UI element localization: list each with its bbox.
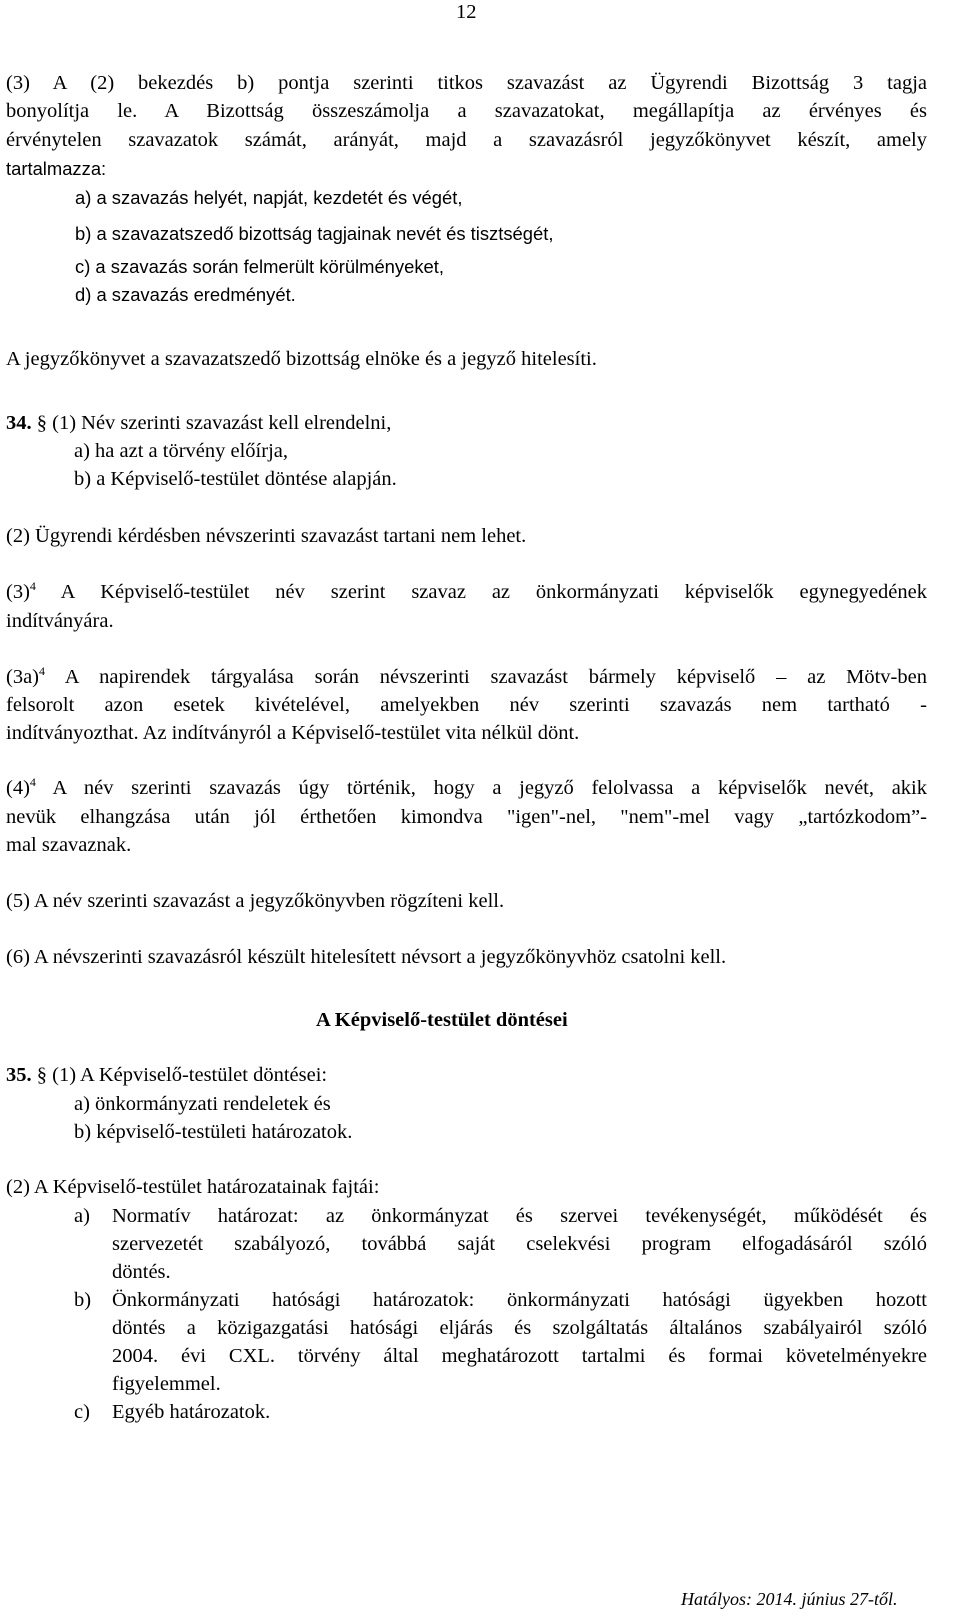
s35-b-line3: 2004. évi CXL. törvény által meghatározott tartalmi és formai követelményekre (112, 1345, 927, 1367)
p3-text: A Képviselő-testület név szerint szavaz az önkormányzati képviselők egynegyedének (35, 581, 927, 603)
s33-p3-line2: bonyolítja le. A Bizottság összeszámolja a szavazatokat, megállapítja az érvényes és (6, 100, 927, 122)
s33-item-a: a) a szavazás helyét, napját, kezdetét és végét, (75, 187, 463, 208)
section-sign-icon: § (36, 1064, 47, 1086)
s35-b-line2: döntés a közigazgatási hatósági eljárás és szolgáltatás általános szabályairól szóló (112, 1317, 927, 1339)
s34-p4-line3: mal szavaznak. (6, 834, 132, 856)
s33-item-d: d) a szavazás eredményét. (75, 284, 296, 305)
s35-c-line1: Egyéb határozatok. (112, 1401, 271, 1423)
p3-label: (3) (6, 581, 30, 603)
s35-a-line2: szervezetét szabályozó, továbbá saját cselekvési program elfogadásáról szóló (112, 1233, 927, 1255)
s35-b-label: b) (74, 1289, 92, 1311)
footnote-ref: 4 (29, 579, 36, 593)
s33-p3-line4: tartalmazza: (6, 158, 107, 179)
s34-p1-text: (1) Név szerinti szavazást kell elrendelni, (47, 412, 392, 434)
s34-p4-line1 (6, 776, 927, 802)
s33-item-b: b) a szavazatszedő bizottság tagjainak nevét és tisztségét, (75, 223, 554, 244)
section-sign-icon: § (36, 412, 47, 434)
s34-p6: (6) A névszerinti szavazásról készült hitelesített névsort a jegyzőkönyvhöz csatolni kell. (6, 946, 727, 968)
s35-p1-a: a) önkormányzati rendeletek és (74, 1093, 331, 1115)
s34-number: 34. (6, 412, 32, 434)
s34-p3-line1 (6, 580, 927, 606)
section-heading: A Képviselő-testület döntései (316, 1009, 568, 1031)
s33-p3-line1: (3) A (2) bekezdés b) pontja szerinti titkos szavazást az Ügyrendi Bizottság 3 tagja (6, 72, 927, 94)
page-number: 12 (456, 1, 477, 23)
p4-label: (4) (6, 777, 30, 799)
p4-text: A név szerinti szavazás úgy történik, hogy a jegyző felolvassa a képviselők nevét, akik (35, 777, 927, 799)
s33-item-c: c) a szavazás során felmerült körülményeket, (75, 256, 444, 277)
s35-a-line3: döntés. (112, 1261, 171, 1283)
s34-p3-line2: indítványára. (6, 610, 114, 632)
s35-b-line1: Önkormányzati hatósági határozatok: önkormányzati hatósági ügyekben hozott (112, 1289, 927, 1311)
s34-p4-line2: nevük elhangzása után jól érthetően kimondva "igen"-nel, "nem"-mel vagy „tartózkodom”- (6, 806, 927, 828)
p3a-label: (3a) (6, 666, 40, 688)
s35-b-line4: figyelemmel. (112, 1373, 221, 1395)
s34-p3a-line3: indítványozthat. Az indítványról a Képviselő-testület vita nélkül dönt. (6, 722, 580, 744)
s35-p1-text: (1) A Képviselő-testület döntései: (47, 1064, 328, 1086)
s35-a-label: a) (74, 1205, 90, 1227)
s34-p3a-line2: felsorolt azon esetek kivételével, amelyekben név szerinti szavazás nem tartható - (6, 694, 927, 716)
s35-p2-intro: (2) A Képviselő-testület határozatainak fajtái: (6, 1176, 380, 1198)
footer-effective-date: Hatályos: 2014. június 27-től. (681, 1589, 898, 1609)
s34-p3a-line1 (6, 665, 927, 691)
footnote-ref: 4 (39, 664, 46, 678)
s33-p3-line3: érvénytelen szavazatok számát, arányát, majd a szavazásról jegyzőkönyvet készít, amely (6, 129, 927, 151)
s34-p5: (5) A név szerinti szavazást a jegyzőkönyvben rögzíteni kell. (6, 890, 505, 912)
s35-c-label: c) (74, 1401, 90, 1423)
p3a-text: A napirendek tárgyalása során névszerinti szavazást bármely képviselő – az Mötv-ben (45, 666, 927, 688)
s35-number: 35. (6, 1064, 32, 1086)
s34-p1-b: b) a Képviselő-testület döntése alapján. (74, 468, 397, 490)
s35-a-line1: Normatív határozat: az önkormányzat és szervei tevékenységét, működését és (112, 1205, 927, 1227)
s34-p2: (2) Ügyrendi kérdésben névszerinti szavazást tartani nem lehet. (6, 525, 527, 547)
s35-p1-intro (6, 1063, 327, 1087)
s33-closing: A jegyzőkönyvet a szavazatszedő bizottság elnöke és a jegyző hitelesíti. (6, 348, 597, 370)
s34-p1-a: a) ha azt a törvény előírja, (74, 440, 288, 462)
s35-p1-b: b) képviselő-testületi határozatok. (74, 1121, 353, 1143)
footnote-ref: 4 (29, 775, 36, 789)
s34-p1-intro (6, 411, 391, 435)
